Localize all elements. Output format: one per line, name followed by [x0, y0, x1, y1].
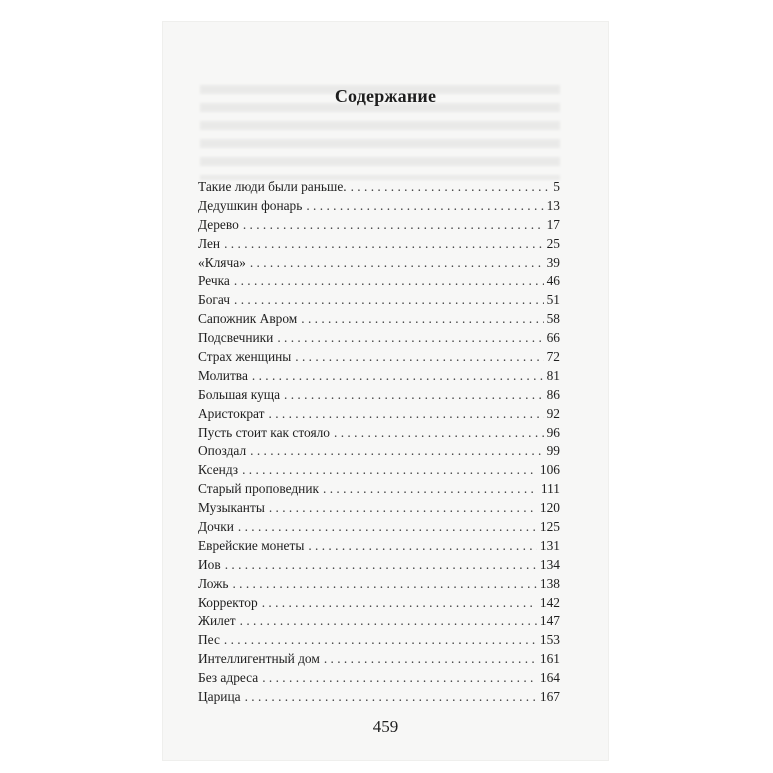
- toc-entry-title: Большая куща: [198, 386, 281, 402]
- toc-entry: [198, 556, 560, 575]
- dot-leader: [262, 669, 537, 688]
- toc-entry-page: 46: [546, 273, 560, 289]
- toc-entry-page: 120: [539, 500, 560, 516]
- toc-entry-page: 164: [539, 670, 560, 686]
- toc-entry-page: 131: [539, 537, 560, 553]
- toc-entry-title: Аристократ: [198, 405, 265, 421]
- toc-entry-page: 138: [539, 575, 560, 591]
- dot-leader: [234, 291, 544, 310]
- toc-entry-page: 5: [553, 179, 560, 194]
- toc-entry-page: 99: [546, 443, 560, 459]
- toc-entry: [198, 367, 560, 386]
- dot-leader: [252, 367, 544, 386]
- toc-entry-title: Подсвечники: [198, 330, 274, 346]
- toc-entry-page: 13: [546, 197, 560, 213]
- toc-entry-title: Музыканты: [198, 500, 265, 516]
- toc-entry-page: 96: [546, 424, 560, 440]
- toc-entry-title: Дочки: [198, 519, 234, 535]
- toc-entry: [198, 594, 560, 613]
- toc-entry-title: Такие люди были раньше.: [198, 179, 347, 194]
- dot-leader: [301, 310, 543, 329]
- toc-entry: [198, 631, 560, 650]
- toc-entry: [198, 669, 560, 688]
- toc-entry: [198, 386, 560, 405]
- toc-entry-title: Ложь: [198, 575, 229, 591]
- toc-entry: [198, 254, 560, 273]
- toc-entry-page: 17: [546, 216, 560, 232]
- toc-entry: [198, 216, 560, 235]
- toc-entry-page: 92: [546, 405, 560, 421]
- toc-entry-title: Ксендз: [198, 462, 239, 478]
- dot-leader: [224, 235, 544, 254]
- toc-entry: [198, 442, 560, 461]
- toc-entry-title: Пусть стоит как стояло: [198, 424, 330, 440]
- toc-entry-page: 125: [539, 519, 560, 535]
- toc-entry: [198, 499, 560, 518]
- toc-entry-title: Дерево: [198, 216, 239, 232]
- toc-entry: [198, 405, 560, 424]
- toc-entry: [198, 650, 560, 669]
- toc-entry-title: Пес: [198, 632, 220, 648]
- dot-leader: [250, 442, 543, 461]
- toc-entry-page: 153: [539, 632, 560, 648]
- toc-entry-page: 66: [546, 330, 560, 346]
- dot-leader: [334, 424, 544, 443]
- toc-entry-title: Сапожник Авром: [198, 311, 298, 327]
- dot-leader: [250, 254, 544, 273]
- toc-entry-title: Еврейские монеты: [198, 537, 305, 553]
- dot-leader: [323, 480, 538, 499]
- toc-entry: [198, 461, 560, 480]
- toc-entry: [198, 197, 560, 216]
- dot-leader: [277, 329, 543, 348]
- toc-entry-title: Без адреса: [198, 670, 259, 686]
- toc-entry-title: Иов: [198, 556, 221, 572]
- dot-leader: [262, 594, 537, 613]
- dot-leader: [224, 631, 537, 650]
- toc-entry-title: Речка: [198, 273, 230, 289]
- toc-entry-page: 147: [539, 613, 560, 629]
- page-number: 459: [372, 717, 399, 736]
- toc-entry-title: Жилет: [198, 613, 236, 629]
- toc-entry: [198, 424, 560, 443]
- toc-entry: [198, 537, 560, 556]
- toc-entry: [198, 348, 560, 367]
- toc-entry-title: Страх женщины: [198, 349, 292, 365]
- toc-entry: [198, 518, 560, 537]
- dot-leader: [308, 537, 537, 556]
- toc-entry: [198, 272, 560, 291]
- toc-entry-page: 161: [539, 651, 560, 667]
- toc-entry-page: 51: [546, 292, 560, 308]
- toc-entry: [198, 575, 560, 594]
- toc-entry-page: 142: [539, 594, 560, 610]
- dot-leader: [243, 216, 544, 235]
- page-title: Содержание: [334, 86, 437, 106]
- toc-entry-title: Опоздал: [198, 443, 247, 459]
- toc-entry: [198, 480, 560, 499]
- toc-entry-title: Молитва: [198, 367, 248, 383]
- dot-leader: [242, 461, 537, 480]
- dot-leader: [225, 556, 537, 575]
- toc-entry-page: 86: [546, 386, 560, 402]
- toc-entry-page: 58: [546, 311, 560, 327]
- toc-entry: [198, 291, 560, 310]
- dot-leader: [351, 178, 551, 197]
- toc-entry-page: 134: [539, 556, 560, 572]
- toc-entry: [198, 688, 560, 707]
- toc-entry-title: Интеллигентный дом: [198, 651, 320, 667]
- dot-leader: [245, 688, 537, 707]
- toc-entry-page: 167: [539, 689, 560, 705]
- dot-leader: [269, 405, 544, 424]
- toc-entry-title: «Кляча»: [198, 254, 246, 270]
- toc-entry: [198, 235, 560, 254]
- toc-entry-title: Царица: [198, 689, 241, 705]
- dot-leader: [284, 386, 544, 405]
- dot-leader: [295, 348, 543, 367]
- toc-entry-title: Старый проповедник: [198, 481, 319, 497]
- dot-leader: [234, 272, 544, 291]
- toc-entry-page: 72: [546, 349, 560, 365]
- toc-entry-title: Лен: [198, 235, 221, 251]
- table-of-contents: [198, 178, 560, 707]
- dot-leader: [324, 650, 537, 669]
- toc-entry: [198, 329, 560, 348]
- toc-entry-page: 25: [546, 235, 560, 251]
- toc-entry: [198, 612, 560, 631]
- dot-leader: [306, 197, 543, 216]
- dot-leader: [238, 518, 537, 537]
- toc-entry-title: Богач: [198, 292, 231, 308]
- toc-entry-title: Корректор: [198, 594, 258, 610]
- toc-entry-title: Дедушкин фонарь: [198, 197, 303, 213]
- dot-leader: [240, 612, 537, 631]
- dot-leader: [269, 499, 537, 518]
- toc-entry: [198, 310, 560, 329]
- toc-entry: [198, 178, 560, 197]
- toc-entry-page: 81: [546, 367, 560, 383]
- toc-entry-page: 106: [539, 462, 560, 478]
- toc-entry-page: 111: [540, 481, 560, 497]
- toc-entry-page: 39: [546, 254, 560, 270]
- dot-leader: [232, 575, 536, 594]
